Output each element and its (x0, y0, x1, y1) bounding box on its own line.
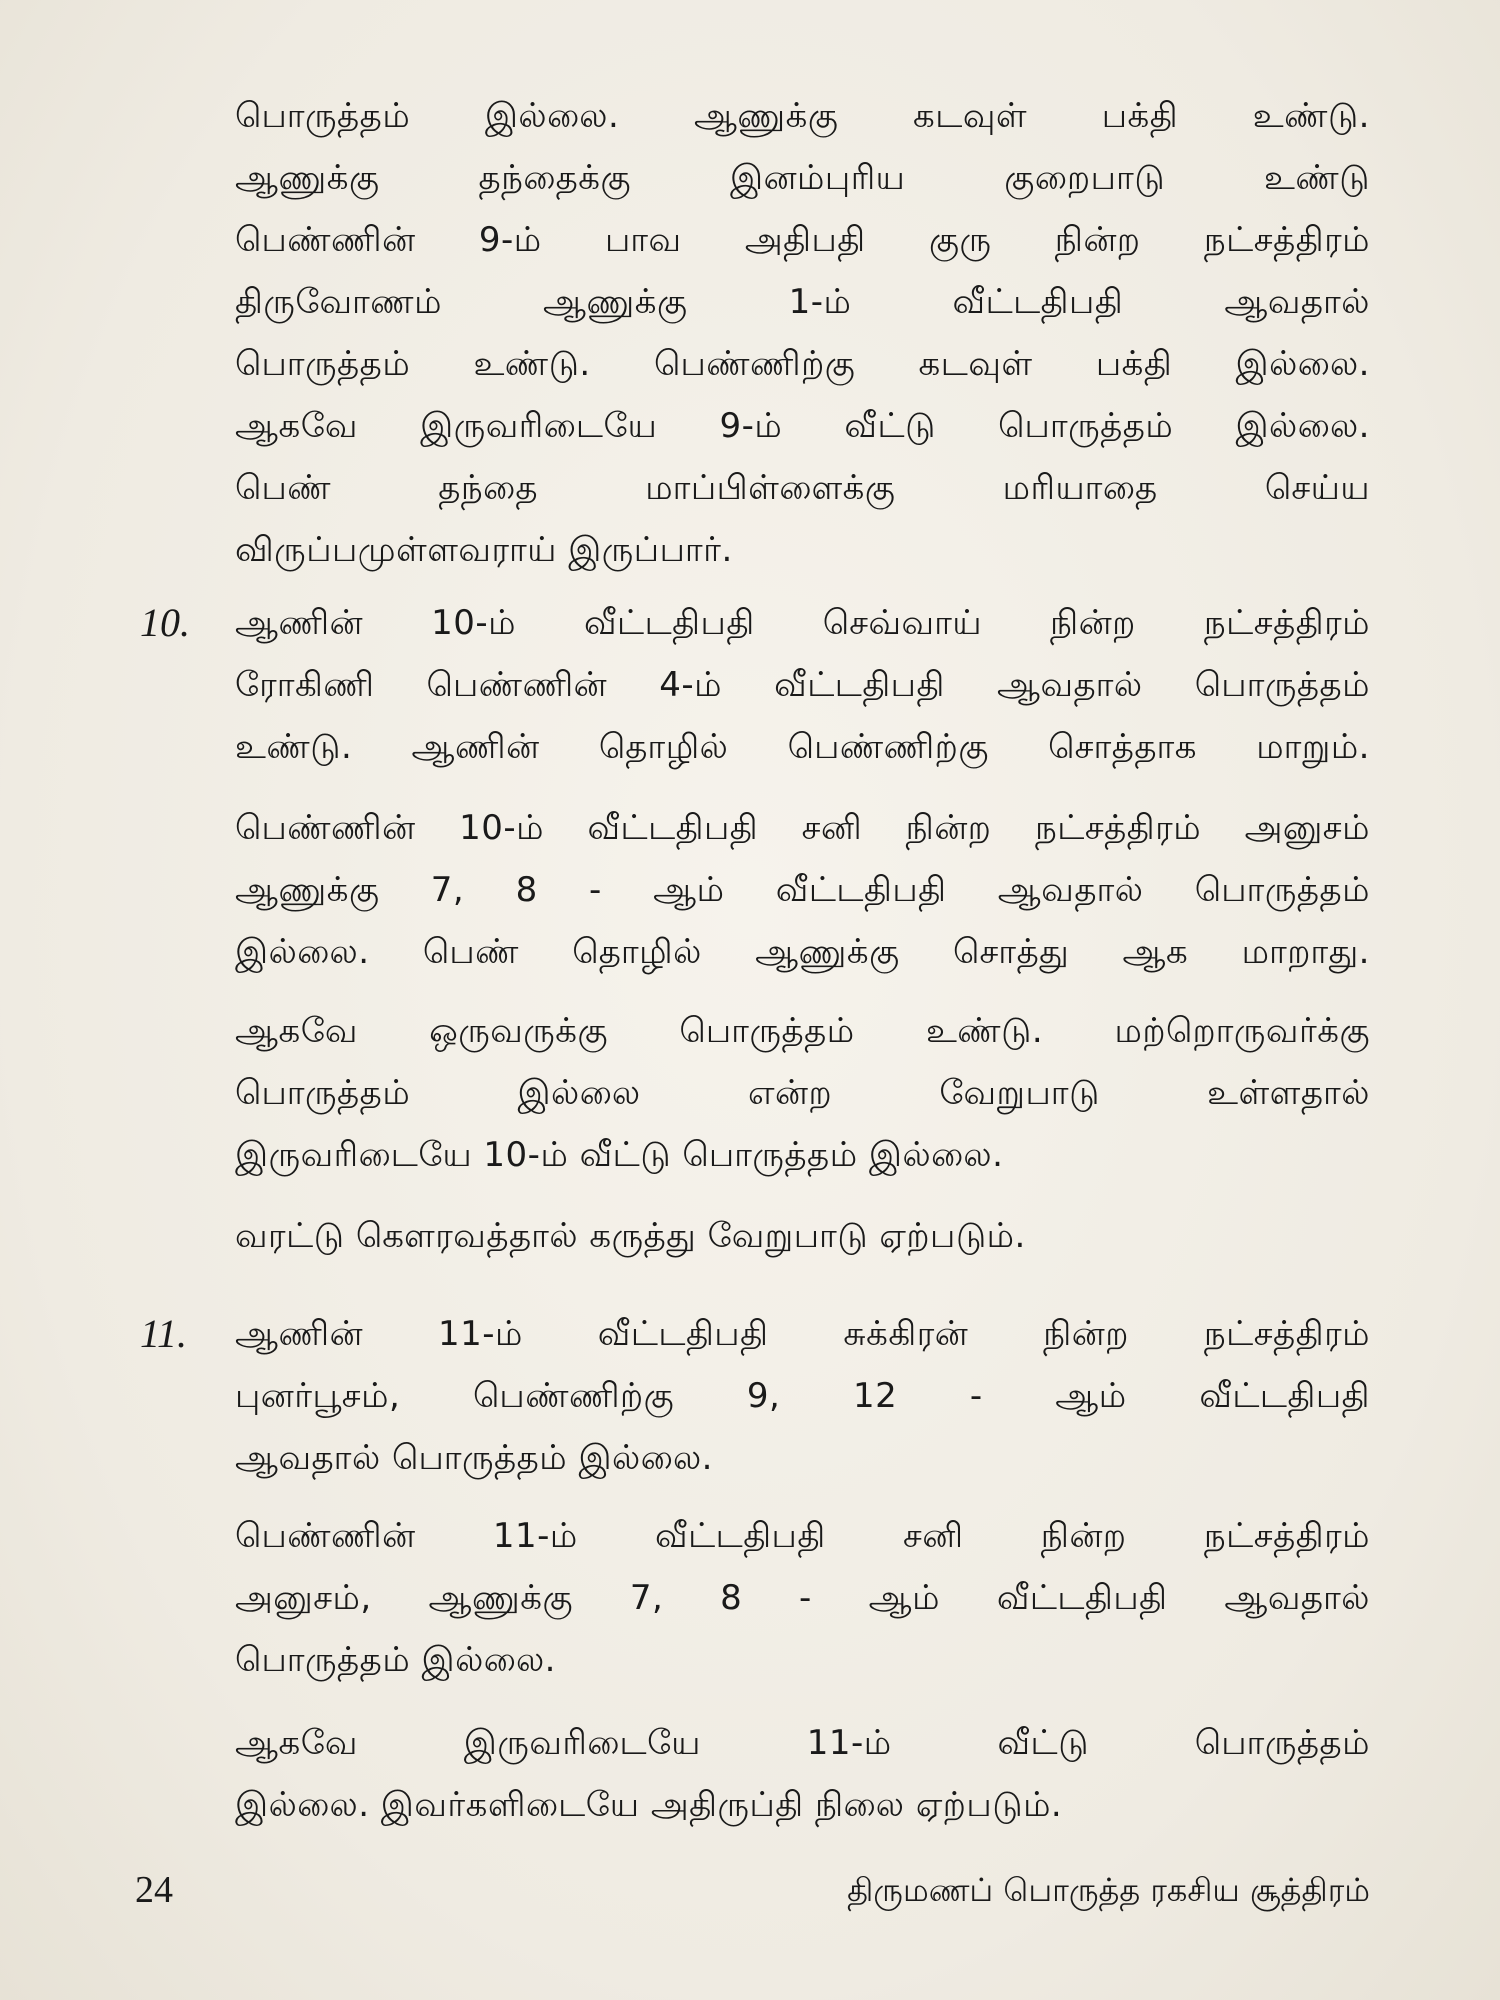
text-line: பெண் தந்தை மாப்பிள்ளைக்கு மரியாதை செய்ய (235, 468, 1370, 508)
text-line: ஆகவே ஒருவருக்கு பொருத்தம் உண்டு. மற்றொருவர்க்கு (235, 1011, 1370, 1051)
paragraph-10-conclusion (235, 1000, 1370, 1186)
text-line: ஆகவே இருவரிடையே 9-ம் வீட்டு பொருத்தம் இல்லை. (235, 406, 1370, 446)
text-line: பெண்ணின் 10-ம் வீட்டதிபதி சனி நின்ற நட்சத்திரம் அனுசம் (235, 808, 1370, 848)
text-line: பொருத்தம் இல்லை என்ற வேறுபாடு உள்ளதால் (235, 1073, 1370, 1113)
paragraph-10-female (235, 797, 1370, 983)
text-line: பொருத்தம் இல்லை. ஆணுக்கு கடவுள் பக்தி உண்டு. (235, 96, 1370, 136)
text-line: பொருத்தம் உண்டு. பெண்ணிற்கு கடவுள் பக்தி இல்லை. (235, 344, 1370, 384)
text-line: அனுசம், ஆணுக்கு 7, 8 - ஆம் வீட்டதிபதி ஆவதால் (235, 1578, 1370, 1618)
text-line: ஆணுக்கு தந்தைக்கு இனம்புரிய குறைபாடு உண்டு (235, 158, 1370, 198)
text-line: புனர்பூசம், பெண்ணிற்கு 9, 12 - ஆம் வீட்டதிபதி (235, 1376, 1370, 1416)
text-line: ஆணின் 11-ம் வீட்டதிபதி சுக்கிரன் நின்ற நட்சத்திரம் (235, 1314, 1370, 1354)
paragraph-11-conclusion (235, 1712, 1370, 1836)
text-line: இல்லை. இவர்களிடையே அதிருப்தி நிலை ஏற்படும். (235, 1785, 1063, 1825)
text-line: இருவரிடையே 10-ம் வீட்டு பொருத்தம் இல்லை. (235, 1135, 1004, 1175)
paragraph-9-continued (235, 85, 1370, 581)
text-line: பெண்ணின் 11-ம் வீட்டதிபதி சனி நின்ற நட்சத்திரம் (235, 1516, 1370, 1556)
text-line: வரட்டு கௌரவத்தால் கருத்து வேறுபாடு ஏற்படும். (235, 1216, 1026, 1256)
running-footer-title: திருமணப் பொருத்த ரகசிய சூத்திரம் (847, 1871, 1370, 1909)
paragraph-11-male (235, 1303, 1370, 1489)
paragraph-10-effect (235, 1205, 1370, 1267)
text-line: விருப்பமுள்ளவராய் இருப்பார். (235, 530, 733, 570)
text-line: இல்லை. பெண் தொழில் ஆணுக்கு சொத்து ஆக மாறாது. (235, 932, 1370, 972)
text-line: பொருத்தம் இல்லை. (235, 1640, 556, 1680)
page-number: 24 (135, 1869, 173, 1911)
item-number-10: 10. (140, 600, 190, 645)
text-line: ஆணின் 10-ம் வீட்டதிபதி செவ்வாய் நின்ற நட்சத்திரம் (235, 603, 1370, 643)
text-line: ஆவதால் பொருத்தம் இல்லை. (235, 1438, 713, 1478)
text-line: ஆணுக்கு 7, 8 - ஆம் வீட்டதிபதி ஆவதால் பொருத்தம் (235, 870, 1370, 910)
item-number-11: 11. (140, 1311, 188, 1356)
paragraph-10-male (235, 592, 1370, 778)
text-line: பெண்ணின் 9-ம் பாவ அதிபதி குரு நின்ற நட்சத்திரம் (235, 220, 1370, 260)
paragraph-11-female (235, 1505, 1370, 1691)
text-line: ஆகவே இருவரிடையே 11-ம் வீட்டு பொருத்தம் (235, 1723, 1370, 1763)
text-line: திருவோணம் ஆணுக்கு 1-ம் வீட்டதிபதி ஆவதால் (235, 282, 1370, 322)
text-line: உண்டு. ஆணின் தொழில் பெண்ணிற்கு சொத்தாக மாறும். (235, 727, 1370, 767)
text-line: ரோகிணி பெண்ணின் 4-ம் வீட்டதிபதி ஆவதால் பொருத்தம் (235, 665, 1370, 705)
